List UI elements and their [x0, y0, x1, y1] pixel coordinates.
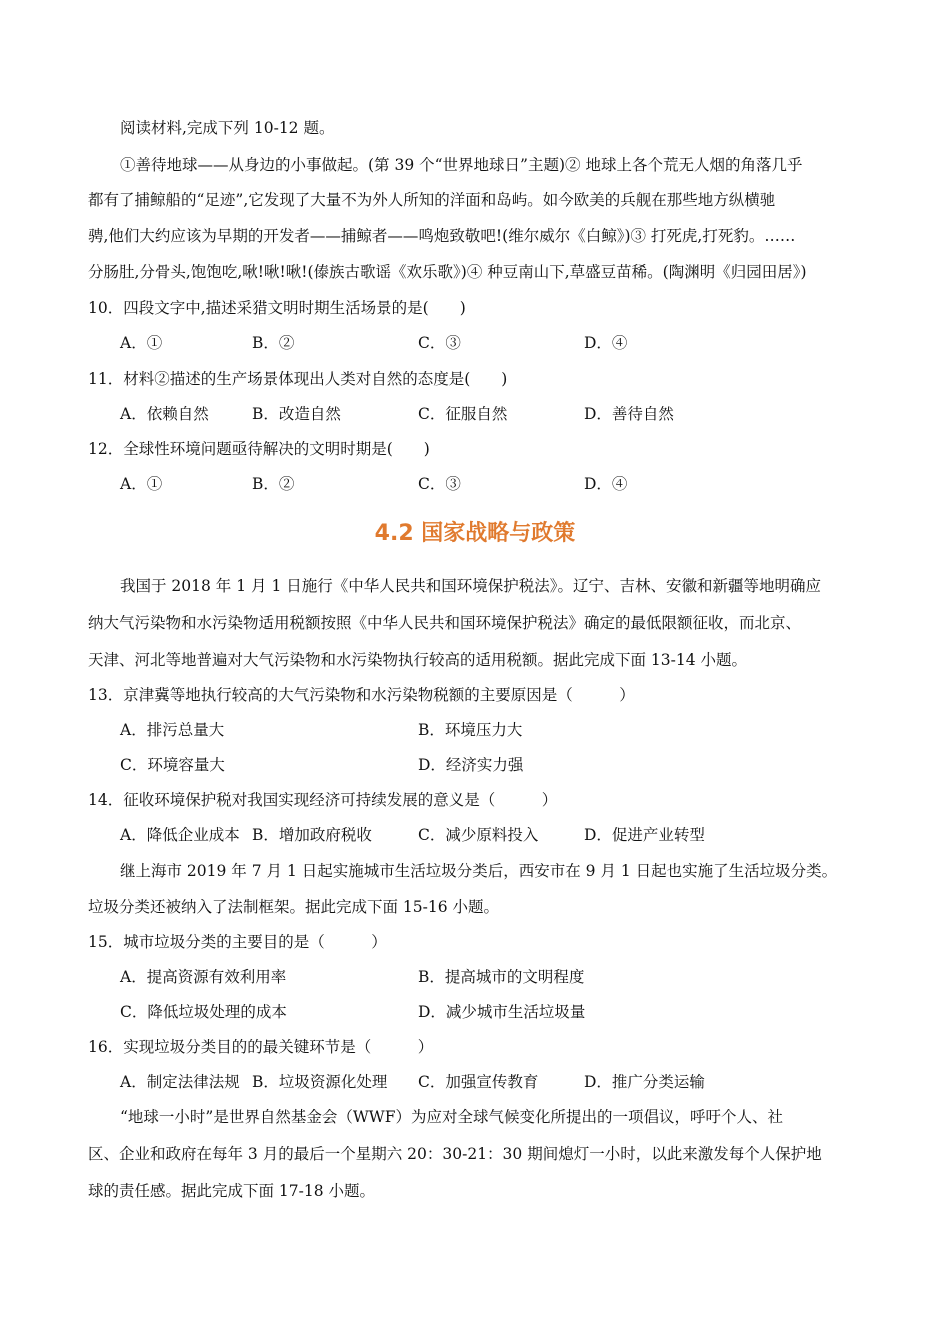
- question-14: 14．征收环境保护税对我国实现经济可持续发展的意义是（ ）: [88, 791, 558, 809]
- q13-option-d: D．经济实力强: [418, 756, 524, 774]
- q16-option-b: B．垃圾资源化处理: [252, 1073, 388, 1091]
- question-12: 12．全球性环境问题亟待解决的文明时期是( ): [88, 440, 430, 458]
- passage4-line-1: “地球一小时”是世界自然基金会（WWF）为应对全球气候变化所提出的一项倡议，呼吁个人、社: [120, 1108, 783, 1126]
- q15-option-b: B．提高城市的文明程度: [418, 968, 585, 986]
- q15-option-d: D．减少城市生活垃圾量: [418, 1003, 586, 1021]
- question-13: 13．京津冀等地执行较高的大气污染物和水污染物税额的主要原因是（ ）: [88, 686, 635, 704]
- q13-option-a: A．排污总量大: [120, 721, 225, 739]
- passage4-line-3: 球的责任感。据此完成下面 17-18 小题。: [88, 1182, 376, 1200]
- q16-option-d: D．推广分类运输: [584, 1073, 705, 1091]
- q14-option-c: C．减少原料投入: [418, 826, 539, 844]
- q11-option-c: C．征服自然: [418, 405, 508, 423]
- passage3-line-1: 继上海市 2019 年 7 月 1 日起实施城市生活垃圾分类后，西安市在 9 月 1 日起也实施了生活垃圾分类。: [120, 862, 838, 880]
- passage3-line-2: 垃圾分类还被纳入了法制框架。据此完成下面 15-16 小题。: [88, 898, 500, 916]
- material-line-4: 分肠肚,分骨头,饱饱吃,啾!啾!啾!(傣族古歌谣《欢乐歌》)④ 种豆南山下,草盛豆苗稀。(陶渊明《归园田居》): [88, 263, 807, 281]
- q15-option-c: C．降低垃圾处理的成本: [120, 1003, 287, 1021]
- question-11: 11．材料②描述的生产场景体现出人类对自然的态度是( ): [88, 370, 508, 388]
- q14-option-b: B．增加政府税收: [252, 826, 372, 844]
- q12-option-a: A．①: [120, 475, 163, 493]
- section-title: 4.2 国家战略与政策: [374, 521, 576, 546]
- q16-option-a: A．制定法律法规: [120, 1073, 240, 1091]
- q12-option-d: D．④: [584, 475, 628, 493]
- material-line-3: 骋,他们大约应该为早期的开发者——捕鲸者——鸣炮致敬吧!(维尔威尔《白鲸》)③ 打死虎,打死豹。……: [88, 227, 796, 245]
- q11-option-b: B．改造自然: [252, 405, 341, 423]
- q13-option-b: B．环境压力大: [418, 721, 523, 739]
- passage2-line-3: 天津、河北等地普遍对大气污染物和水污染物执行较高的适用税额。据此完成下面 13-14 小题。: [88, 651, 748, 669]
- passage2-line-2: 纳大气污染物和水污染物适用税额按照《中华人民共和国环境保护税法》确定的最低限额征收，而北京、: [88, 614, 802, 632]
- q15-option-a: A．提高资源有效利用率: [120, 968, 287, 986]
- question-15: 15．城市垃圾分类的主要目的是（ ）: [88, 933, 387, 951]
- intro: 阅读材料,完成下列 10-12 题。: [120, 119, 335, 137]
- q11-option-a: A．依赖自然: [120, 405, 209, 423]
- q10-option-b: B．②: [252, 334, 295, 352]
- q10-option-a: A．①: [120, 334, 163, 352]
- q12-option-c: C．③: [418, 475, 461, 493]
- q14-option-d: D．促进产业转型: [584, 826, 705, 844]
- question-16: 16．实现垃圾分类目的的最关键环节是（ ）: [88, 1038, 434, 1056]
- q14-option-a: A．降低企业成本: [120, 826, 240, 844]
- passage4-line-2: 区、企业和政府在每年 3 月的最后一个星期六 20：30-21：30 期间熄灯一小时，以此来激发每个人保护地: [88, 1145, 822, 1163]
- q11-option-d: D．善待自然: [584, 405, 674, 423]
- q13-option-c: C．环境容量大: [120, 756, 225, 774]
- q10-option-d: D．④: [584, 334, 628, 352]
- q12-option-b: B．②: [252, 475, 295, 493]
- material-line-2: 都有了捕鲸船的“足迹”,它发现了大量不为外人所知的洋面和岛屿。如今欧美的兵舰在那些地方纵横驰: [88, 191, 776, 209]
- question-10: 10．四段文字中,描述采猎文明时期生活场景的是( ): [88, 299, 466, 317]
- q16-option-c: C．加强宣传教育: [418, 1073, 539, 1091]
- passage2-line-1: 我国于 2018 年 1 月 1 日施行《中华人民共和国环境保护税法》。辽宁、吉林、安徽和新疆等地明确应: [120, 577, 821, 595]
- q10-option-c: C．③: [418, 334, 461, 352]
- material-line-1: ①善待地球——从身边的小事做起。(第 39 个“世界地球日”主题)② 地球上各个荒无人烟的角落几乎: [120, 156, 803, 174]
